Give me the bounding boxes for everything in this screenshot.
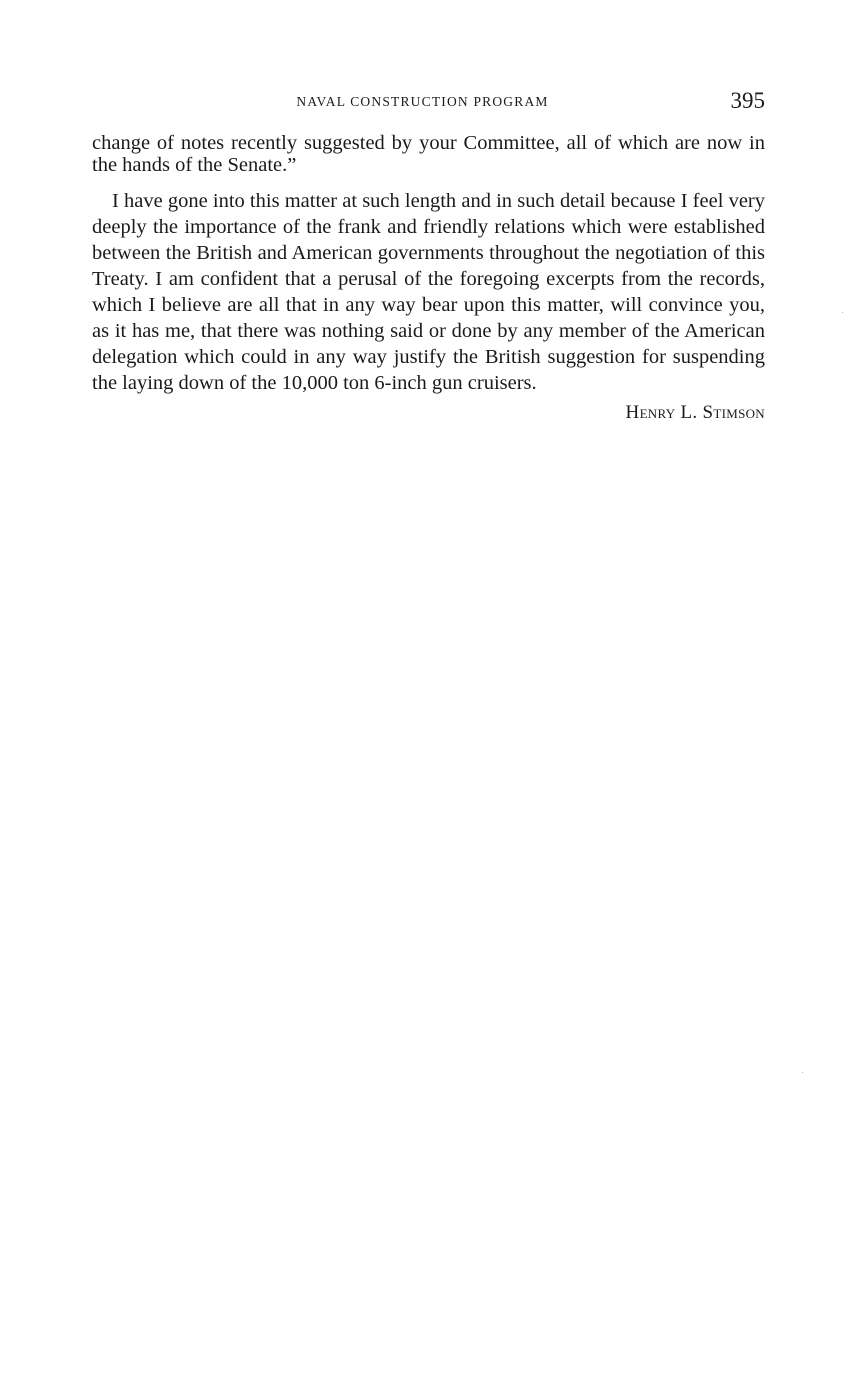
signature: Henry L. Stimson xyxy=(625,402,765,423)
scan-speck xyxy=(842,312,843,313)
paragraph-main: I have gone into this matter at such length and in such detail because I feel very deeply the importance of the frank and friendly relations which were established between the British and American governments throughout the negotiation of this Treaty. I am confident that a perusal of the foregoing excerpts from the records, which I believe are all that in any way bear upon this matter, will convince you, as it has me, that there was nothing said or done by any member of the American delegation which could in any way justify the British suggestion for suspending the laying down of the 10,000 ton 6-inch gun cruisers. xyxy=(92,190,765,394)
scan-speck xyxy=(802,1072,803,1073)
page-header xyxy=(92,88,765,118)
page-number: 395 xyxy=(730,88,765,113)
body-text xyxy=(92,132,765,396)
running-head: NAVAL CONSTRUCTION PROGRAM xyxy=(296,94,549,109)
document-page xyxy=(92,88,765,424)
paragraph-continuation: change of notes recently suggested by your Committee, all of which are now in the hands of the Senate.” xyxy=(92,132,765,176)
